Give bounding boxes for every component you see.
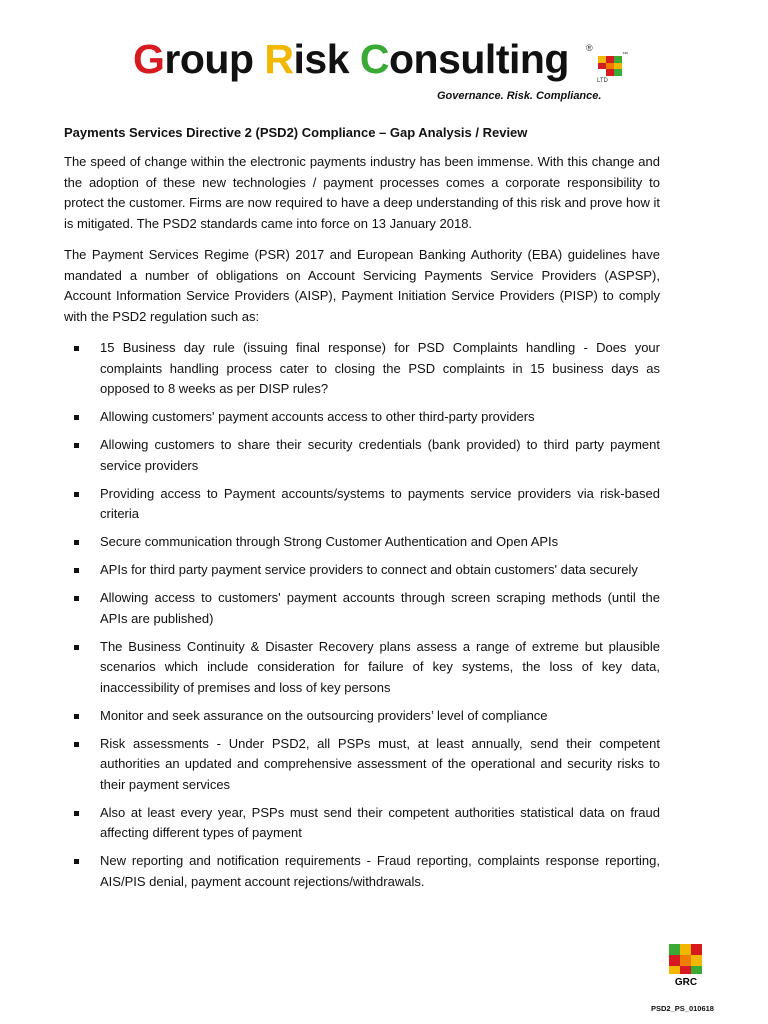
bullet-icon bbox=[74, 811, 79, 816]
list-item bbox=[64, 338, 660, 400]
list-item bbox=[64, 435, 660, 476]
regulation-paragraph: The Payment Services Regime (PSR) 2017 and European Banking Authority (EBA) guidelines have mandated a number of obligations on Account Servicing Payments Service Providers (ASPSP), Account Information Service Providers (AISP), Payment Initiation Service Providers (PISP) to comply with the PSD2 regulation such as: bbox=[64, 247, 660, 324]
list-item bbox=[64, 560, 660, 581]
tagline: Governance. Risk. Compliance. bbox=[437, 90, 602, 102]
bullet-icon bbox=[74, 540, 79, 545]
list-item bbox=[64, 706, 660, 727]
list-item-text: New reporting and notification requirements - Fraud reporting, complaints response reporting, AIS/PIS denial, payment account rejections/withdrawals. bbox=[100, 853, 660, 889]
list-item bbox=[64, 851, 660, 892]
intro-paragraph: The speed of change within the electronic payments industry has been immense. With this change and the adoption of these new technologies / payment processes comes a corporate responsibility to protect the customer. Firms are now required to have a deep understanding of this risk and prove how it is mitigated. The PSD2 standards came into force on 13 January 2018. bbox=[64, 154, 660, 231]
grc-logo-text: GRC bbox=[674, 977, 698, 988]
letterhead bbox=[0, 0, 768, 110]
list-item bbox=[64, 532, 660, 553]
list-item-text: Secure communication through Strong Customer Authentication and Open APIs bbox=[100, 534, 559, 549]
registered-mark: ® bbox=[586, 43, 593, 53]
list-item bbox=[64, 637, 660, 699]
document-code: PSD2_PS_010618 bbox=[651, 1004, 714, 1013]
list-item-text: Allowing customers' payment accounts access to other third-party providers bbox=[100, 409, 535, 424]
document-title: Payments Services Directive 2 (PSD2) Compliance – Gap Analysis / Review bbox=[64, 125, 528, 140]
grc-logo-icon bbox=[598, 56, 622, 76]
bullet-icon bbox=[74, 596, 79, 601]
bullet-icon bbox=[74, 714, 79, 719]
list-item-text: APIs for third party payment service providers to connect and obtain customers' data securely bbox=[100, 562, 638, 577]
brand-letter-c: C bbox=[359, 36, 389, 82]
ltd-label: LTD bbox=[597, 78, 608, 84]
brand-text-isk: isk bbox=[293, 36, 360, 82]
grc-footer-logo-icon bbox=[666, 942, 706, 988]
trademark-mark: ™ bbox=[622, 52, 628, 58]
brand-text-onsulting: onsulting bbox=[389, 36, 569, 82]
obligations-list bbox=[64, 338, 660, 892]
list-item-text: Providing access to Payment accounts/systems to payments service providers via risk-based criteria bbox=[100, 485, 660, 521]
bullet-icon bbox=[74, 492, 79, 497]
brand-text-roup: roup bbox=[164, 36, 265, 82]
list-item-text: Also at least every year, PSPs must send their competent authorities statistical data on fraud affecting different types of payment bbox=[100, 804, 660, 840]
list-item-text: Allowing customers to share their security credentials (bank provided) to third party payment service providers bbox=[100, 437, 660, 473]
list-item-text: Risk assessments - Under PSD2, all PSPs must, at least annually, send their competent authorities an updated and comprehensive assessment of the operational and security risks to their payment services bbox=[100, 735, 660, 792]
list-item bbox=[64, 407, 660, 428]
list-item-text: Monitor and seek assurance on the outsourcing providers’ level of compliance bbox=[100, 707, 548, 723]
bullet-icon bbox=[74, 568, 79, 573]
list-item bbox=[64, 803, 660, 844]
bullet-icon bbox=[74, 346, 79, 351]
bullet-icon bbox=[74, 859, 79, 864]
bullet-icon bbox=[74, 645, 79, 650]
bullet-icon bbox=[74, 415, 79, 420]
list-item bbox=[64, 588, 660, 629]
list-item bbox=[64, 484, 660, 525]
document-body bbox=[64, 124, 660, 900]
list-item-text: Allowing access to customers' payment accounts through screen scraping methods (until the APIs are published) bbox=[100, 590, 660, 626]
brand-letter-g: G bbox=[133, 36, 165, 82]
list-item bbox=[64, 734, 660, 796]
bullet-icon bbox=[74, 742, 79, 747]
bullet-icon bbox=[74, 443, 79, 448]
list-item-text: 15 Business day rule (issuing final response) for PSD Complaints handling - Does your complaints handling process cater to closing the PSD complaints in 15 business days as opposed to 8 weeks as per DISP rules? bbox=[100, 340, 660, 396]
list-item-text: The Business Continuity & Disaster Recovery plans assess a range of extreme but plausible scenarios which include consideration for failure of key systems, the loss of key data, inaccessibility of premises and loss of key persons bbox=[100, 638, 660, 695]
company-name bbox=[133, 36, 569, 83]
brand-letter-r: R bbox=[264, 36, 294, 82]
